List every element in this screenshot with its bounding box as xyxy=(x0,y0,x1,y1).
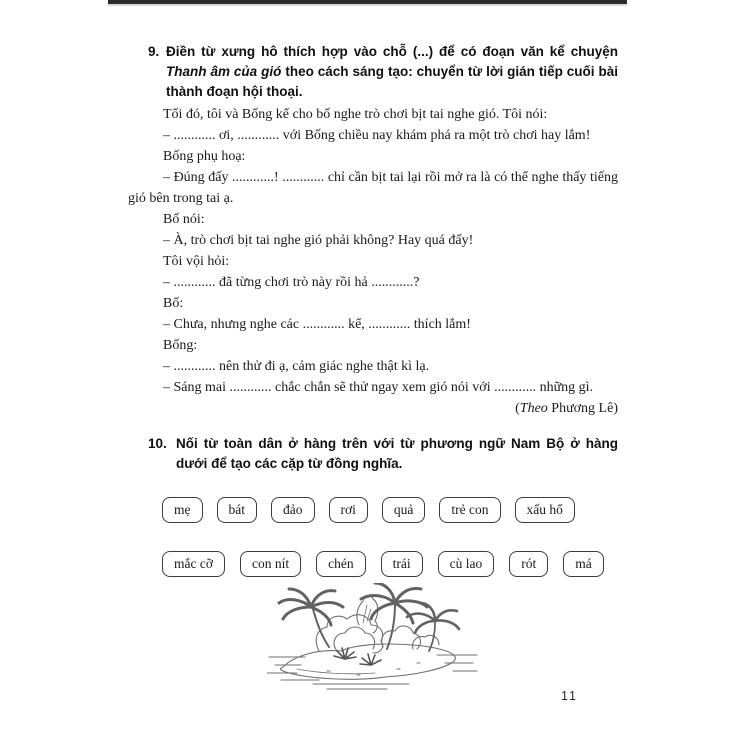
word-box: mắc cỡ xyxy=(162,551,225,577)
attribution-rest: Phương Lê) xyxy=(547,401,618,416)
passage-line: – Đúng đấy ............! ............ chỉ cần bịt tai lại rồi mở ra là có thể nghe thấy tiếng gió bên trong tai ạ. xyxy=(128,170,618,206)
word-box: xấu hổ xyxy=(515,497,575,523)
attribution-italic: Theo xyxy=(519,401,548,416)
word-row-southern-dialect xyxy=(128,551,618,577)
island-with-palm-trees-drawing xyxy=(267,583,479,691)
word-box: bát xyxy=(217,497,258,523)
exercise-10 xyxy=(128,434,618,691)
word-box: quả xyxy=(382,497,426,523)
passage-line: Bố: xyxy=(163,296,184,311)
word-box: trái xyxy=(381,551,423,577)
word-box: chén xyxy=(316,551,365,577)
passage-line: Tôi vội hỏi: xyxy=(163,254,230,269)
passage-line: – À, trò chơi bịt tai nghe gió phải không? Hay quá đấy! xyxy=(163,233,474,248)
exercise-9 xyxy=(128,42,618,419)
attribution-open: ( xyxy=(515,401,520,416)
passage-line: – Chưa, nhưng nghe các ............ kể, ............ thích lắm! xyxy=(163,317,471,332)
word-box: trẻ con xyxy=(439,497,500,523)
word-box: con nít xyxy=(240,551,301,577)
exercise-10-heading xyxy=(128,434,618,474)
passage-line: – Sáng mai ............ chắc chắn sẽ thử ngay xem gió nói với ............ những gì. xyxy=(163,380,594,395)
page-number: 11 xyxy=(561,689,578,703)
word-box: cù lao xyxy=(438,551,495,577)
exercise-9-heading xyxy=(128,42,618,102)
passage-line: Bố nói: xyxy=(163,212,205,227)
scan-edge-artifact xyxy=(108,0,627,6)
word-box: má xyxy=(563,551,604,577)
page-content xyxy=(128,42,618,691)
passage-line: – ............ nên thử đi ạ, cảm giác nghe thật kì lạ. xyxy=(163,359,430,374)
word-box: đảo xyxy=(271,497,315,523)
author-attribution xyxy=(128,398,618,419)
passage-line: Bống phụ hoạ: xyxy=(163,149,246,164)
island-illustration xyxy=(128,583,618,691)
exercise-9-title-italic: Thanh âm của gió xyxy=(166,64,282,79)
passage-line: – ............ đã từng chơi trò này rồi hả ............? xyxy=(163,275,420,290)
exercise-9-title-post: theo cách sáng tạo: chuyển từ lời gián tiếp cuối bài thành đoạn hội thoại. xyxy=(166,64,619,99)
word-box: mẹ xyxy=(162,497,203,523)
exercise-9-passage xyxy=(128,104,618,419)
passage-line: Bống: xyxy=(163,338,198,353)
passage-line: – ............ ơi, ............ với Bống chiều nay khám phá ra một trò chơi hay lắm! xyxy=(163,128,591,143)
exercise-10-title: Nối từ toàn dân ở hàng trên với từ phương ngữ Nam Bộ ở hàng dưới để tạo các cặp từ đồng nghĩa. xyxy=(176,436,618,471)
word-row-standard xyxy=(128,497,618,523)
word-box: rơi xyxy=(329,497,368,523)
word-box: rót xyxy=(509,551,548,577)
passage-line: Tối đó, tôi và Bống kể cho bố nghe trò chơi bịt tai nghe gió. Tôi nói: xyxy=(163,107,548,122)
exercise-9-title-pre: Điền từ xưng hô thích hợp vào chỗ (...) để có đoạn văn kể chuyện xyxy=(166,44,618,59)
exercise-9-number: 9. xyxy=(148,44,160,59)
exercise-10-number: 10. xyxy=(148,436,167,451)
